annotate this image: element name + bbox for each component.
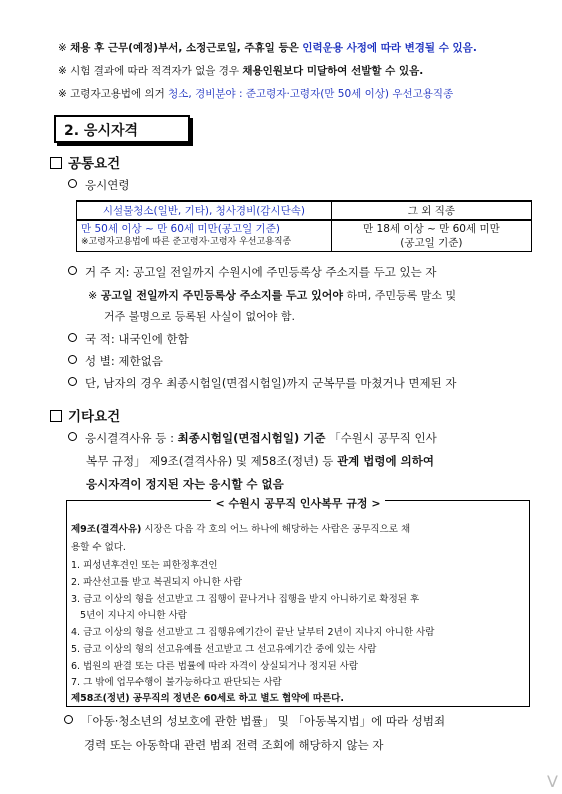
law-item: 1. 피성년후견인 또는 피한정후견인: [71, 560, 218, 571]
military-requirement: 단, 남자의 경우 최종시험일(면접시험일)까지 군복무를 마쳤거나 면제된 자: [68, 375, 456, 391]
age-table-cell-2: 만 18세 이상 ~ 만 60세 미만 (공고일 기준): [331, 220, 531, 252]
article-9: 제9조(결격사유) 시장은 다음 각 호의 어느 하나에 해당하는 사람은 공무직으로 채: [71, 524, 411, 535]
age-table-cell-1: 만 50세 이상 ~ 만 60세 미만(공고일 기준) ※고령자고용법에 따른 준고령자·고령자 우선고용직종: [77, 220, 332, 252]
circle-bullet-icon: [68, 333, 77, 342]
disqualification-line3: 응시자격이 정지된 자는 응시할 수 없음: [86, 477, 284, 491]
circle-bullet-icon: [68, 432, 77, 441]
age-label: 응시연령: [68, 177, 129, 193]
residence-note-line2: 거주 불명으로 등록된 사실이 없어야 함.: [104, 310, 295, 323]
law-item: 4. 금고 이상의 형을 선고받고 그 집행유예기간이 끝난 날부터 2년이 지나지 아니한 사람: [71, 627, 435, 638]
circle-bullet-icon: [68, 179, 77, 188]
child-protection-line2: 경력 또는 아동학대 관련 범죄 전력 조회에 해당하지 않는 자: [84, 738, 384, 752]
disqualification-line2: 복무 규정」 제9조(결격사유) 및 제58조(정년) 등 관계 법령에 의하여: [86, 454, 434, 468]
law-item: 3. 금고 이상의 형을 선고받고 그 집행이 끝나거나 집행을 받지 아니하기로 확정된 후: [71, 594, 420, 605]
residence-note: ※ 공고일 전일까지 주민등록상 주소지를 두고 있어야 하며, 주민등록 말소 및: [88, 289, 457, 302]
square-bullet-icon: [50, 410, 62, 422]
age-table-head-1: 시설물청소(일반, 기타), 청사경비(감시단속): [77, 201, 332, 220]
residence-requirement: 거 주 지: 공고일 전일까지 수원시에 주민등록상 주소지를 두고 있는 자: [68, 264, 436, 280]
regulation-box: [66, 497, 530, 707]
law-item: 5. 금고 이상의 형의 선고유예를 선고받고 그 선고유예기간 중에 있는 사람: [71, 644, 377, 655]
nationality-requirement: 국 적: 내국인에 한함: [68, 331, 189, 347]
circle-bullet-icon: [68, 266, 77, 275]
age-table-head-2: 그 외 직종: [331, 201, 531, 220]
regulation-title: < 수원시 공무직 인사복무 규정 >: [67, 492, 529, 511]
note-3: ※ 고령자고용법에 의거 청소, 경비분야 : 준고령자·고령자(만 50세 이상) 우선고용직종: [58, 88, 454, 100]
child-protection-line1: 「아동·청소년의 성보호에 관한 법률」 및 「아동복지법」에 따라 성범죄: [64, 713, 445, 729]
section-title-box: [54, 115, 190, 143]
gender-requirement: 성 별: 제한없음: [68, 353, 163, 369]
article-58: 제58조(정년) 공무직의 정년은 60세로 하고 별도 협약에 따른다.: [71, 693, 344, 704]
law-item: 2. 파산선고를 받고 복권되지 아니한 사람: [71, 577, 242, 588]
common-heading: 공통요건: [50, 152, 120, 172]
page-mark: V: [547, 772, 558, 791]
age-table: [76, 200, 532, 252]
circle-bullet-icon: [64, 715, 73, 724]
disqualification-line1: 응시결격사유 등 : 최종시험일(면접시험일) 기준 「수원시 공무직 인사: [68, 430, 437, 446]
circle-bullet-icon: [68, 355, 77, 364]
law-item: 7. 그 밖에 업무수행이 불가능하다고 판단되는 사람: [71, 677, 282, 688]
law-item: 5년이 지나지 아니한 사람: [71, 610, 187, 621]
law-item: 6. 법원의 판결 또는 다른 법률에 따라 자격이 상실되거나 정지된 사람: [71, 661, 359, 672]
note-1: ※ 채용 후 근무(예정)부서, 소정근로일, 주휴일 등은 인력운용 사정에 따라 변경될 수 있음.: [58, 42, 477, 54]
circle-bullet-icon: [68, 377, 77, 386]
square-bullet-icon: [50, 157, 62, 169]
note-2: ※ 시험 결과에 따라 적격자가 없을 경우 채용인원보다 미달하여 선발할 수 있음.: [58, 65, 424, 77]
other-heading: 기타요건: [50, 405, 120, 425]
section-title: 2. 응시자격: [64, 123, 139, 139]
article-9-line2: 용할 수 없다.: [71, 542, 126, 553]
